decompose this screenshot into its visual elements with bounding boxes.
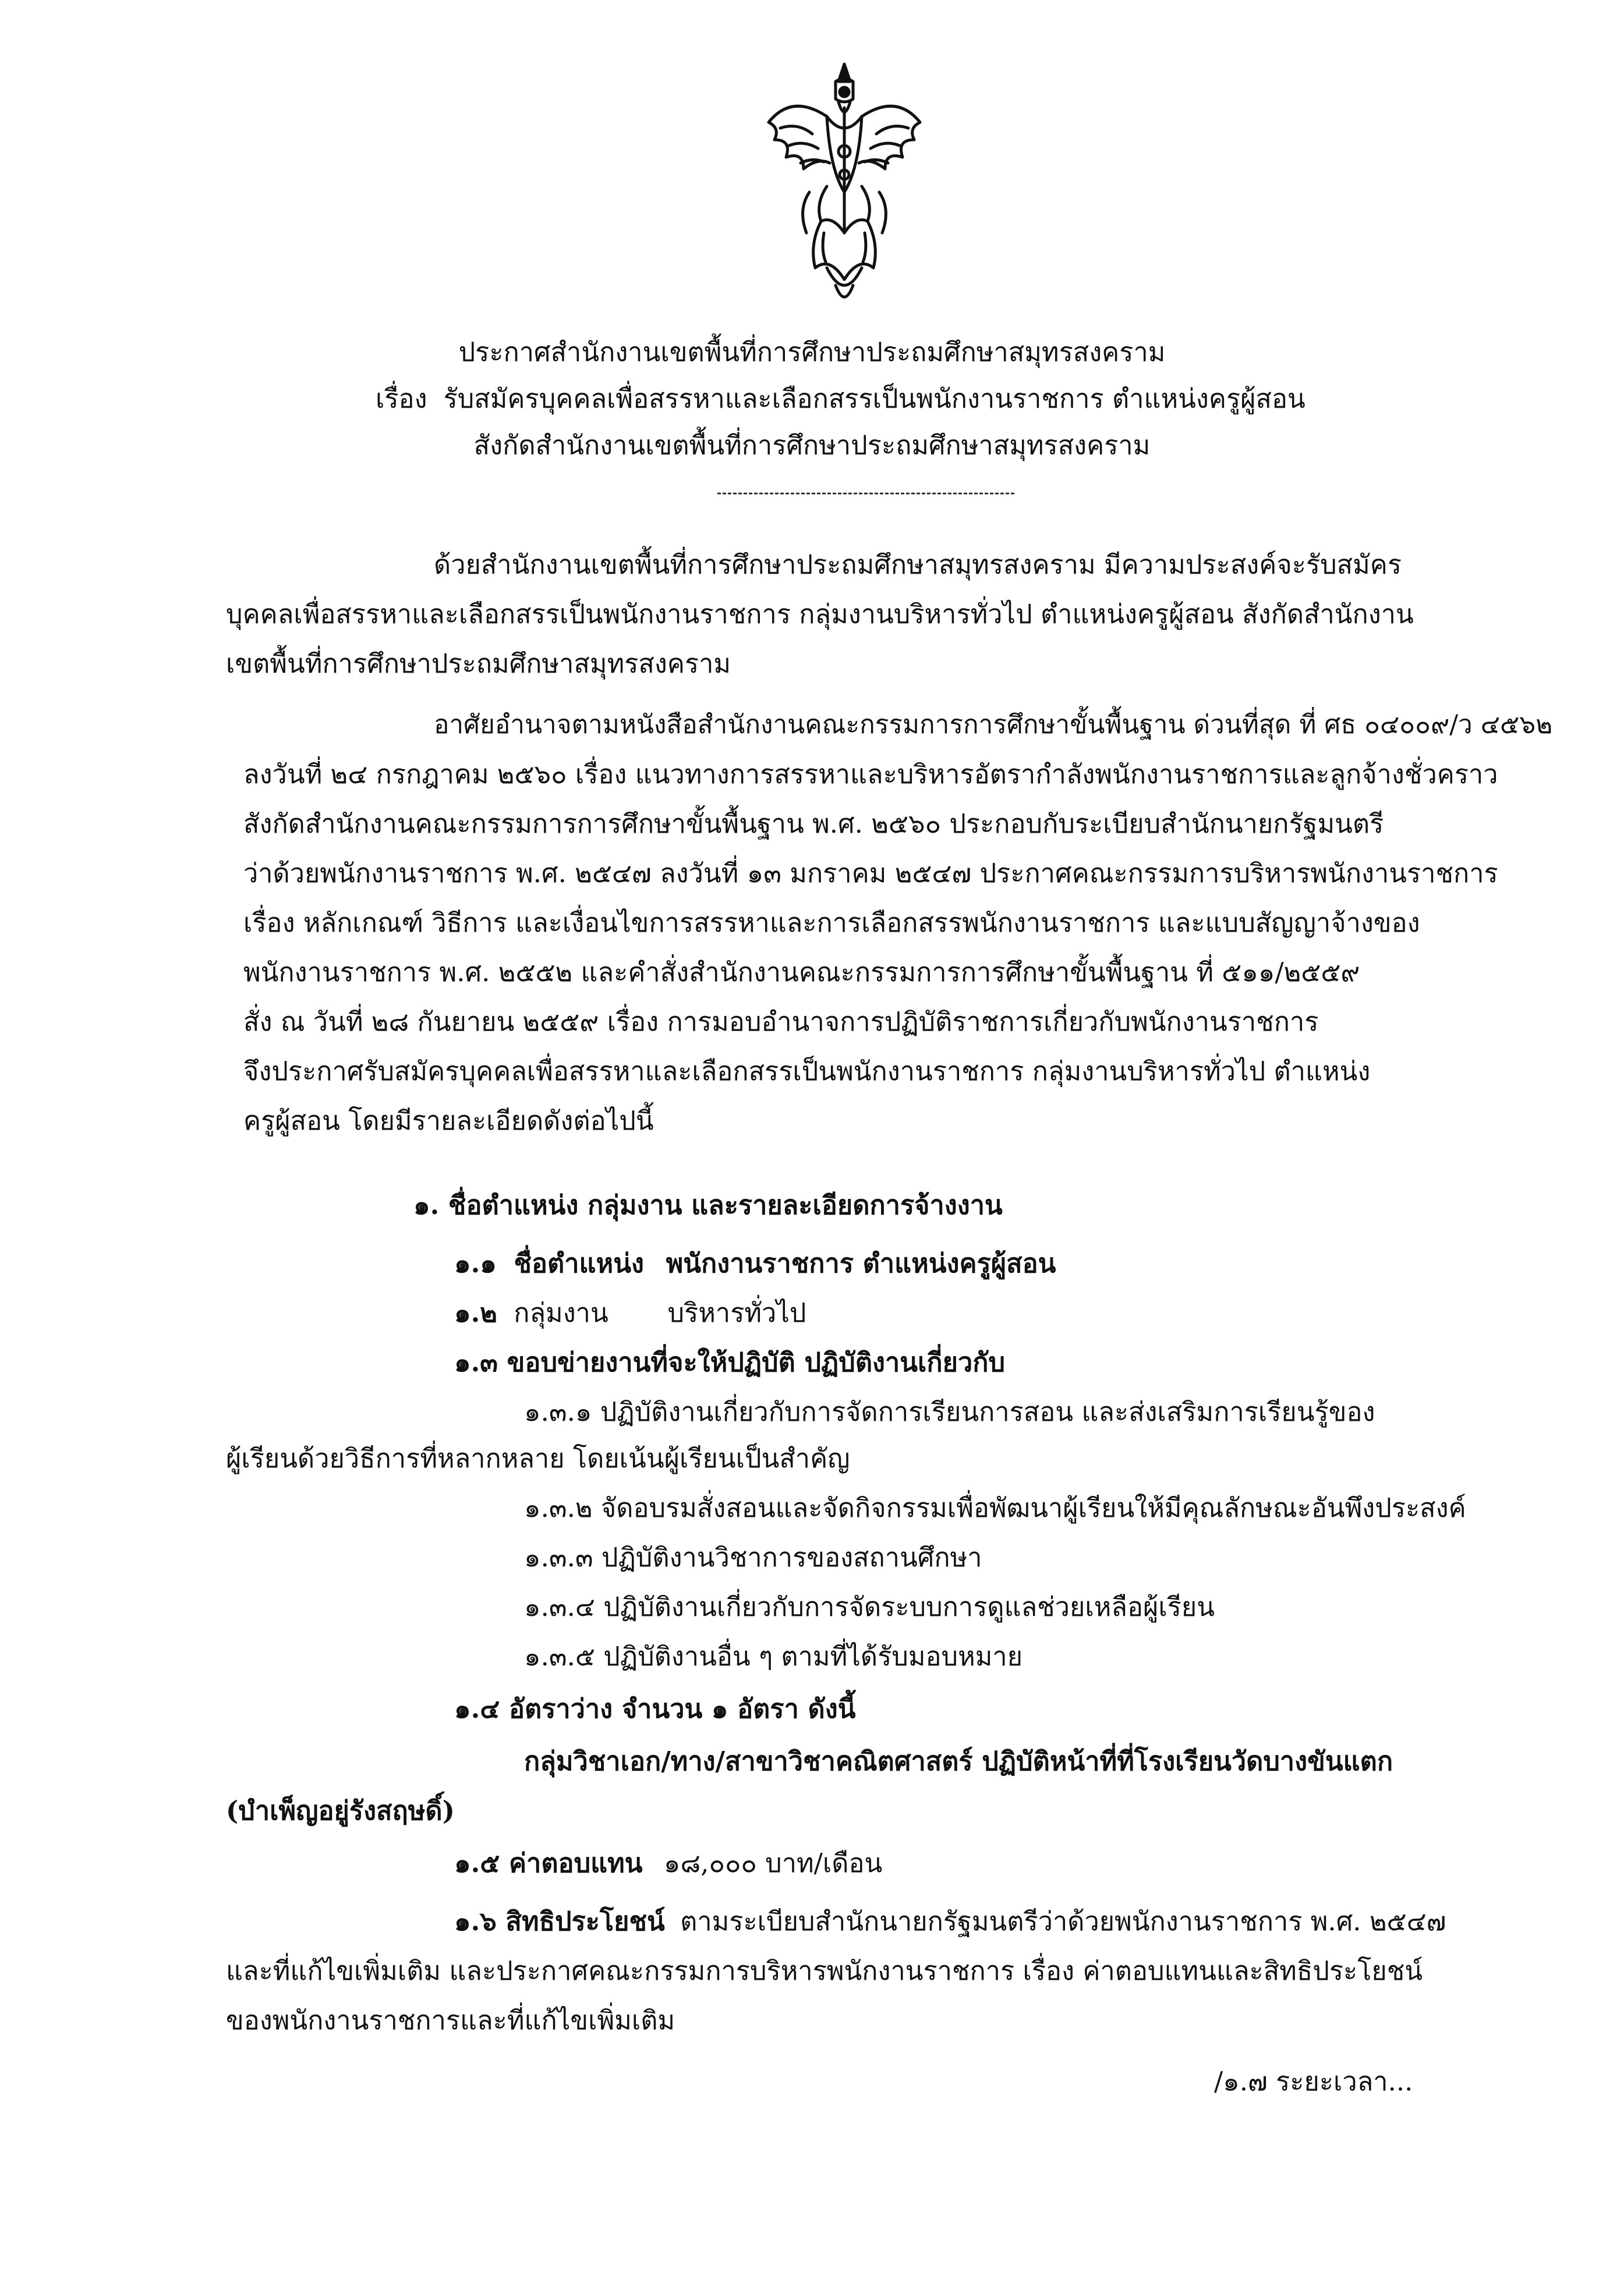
section1-5-label: ๑.๕ ค่าตอบแทน [454, 1848, 643, 1878]
section1-6-line1 [454, 1904, 1446, 1939]
section1-6-line2: และที่แก้ไขเพิ่มเติม และประกาศคณะกรรมการบริหารพนักงานราชการ เรื่อง ค่าตอบแทนและสิทธิประโยชน์ [226, 1955, 1423, 1986]
section1-3-3: ๑.๓.๓ ปฏิบัติงานวิชาการของสถานศึกษา [524, 1542, 982, 1573]
section1-heading: ๑. ชื่อตำแหน่ง กลุ่มงาน และรายละเอียดการจ้างงาน [413, 1190, 1003, 1220]
subject-label: เรื่อง [376, 383, 427, 414]
subject-line [376, 381, 1305, 416]
section1-3-5: ๑.๓.๕ ปฏิบัติงานอื่น ๆ ตามที่ได้รับมอบหมาย [524, 1641, 1023, 1672]
section1-1-label: ชื่อตำแหน่ง [514, 1248, 644, 1279]
authority-line-8: จึงประกาศรับสมัครบุคคลเพื่อสรรหาและเลือกสรรเป็นพนักงานราชการ กลุ่มงานบริหารทั่วไป ตำแหน่ง [243, 1056, 1371, 1087]
subject-affiliation: สังกัดสำนักงานเขตพื้นที่การศึกษาประถมศึกษาสมุทรสงคราม [473, 430, 1151, 461]
section1-5 [454, 1846, 882, 1881]
intro-line-3: เขตพื้นที่การศึกษาประถมศึกษาสมุทรสงคราม [226, 648, 731, 679]
continuation-note: /๑.๗ ระยะเวลา... [1214, 2066, 1413, 2097]
intro-line-2: บุคคลเพื่อสรรหาและเลือกสรรเป็นพนักงานราชการ กลุ่มงานบริหารทั่วไป ตำแหน่งครูผู้สอน สังกัดสำนักงาน [226, 599, 1414, 629]
section1-3-heading: ๑.๓ ขอบข่ายงานที่จะให้ปฏิบัติ ปฏิบัติงานเกี่ยวกับ [454, 1347, 1006, 1378]
subject-text: รับสมัครบุคคลเพื่อสรรหาและเลือกสรรเป็นพนักงานราชการ ตำแหน่งครูผู้สอน [443, 383, 1305, 414]
section1-1 [454, 1246, 1056, 1281]
garuda-emblem [757, 58, 932, 314]
authority-line-7: สั่ง ณ วันที่ ๒๘ กันยายน ๒๕๕๙ เรื่อง การมอบอำนาจการปฏิบัติราชการเกี่ยวกับพนักงานราชการ [243, 1006, 1319, 1037]
section1-6-line3: ของพนักงานราชการและที่แก้ไขเพิ่มเติม [226, 2005, 675, 2036]
authority-line-2: ลงวันที่ ๒๔ กรกฎาคม ๒๕๖๐ เรื่อง แนวทางการสรรหาและบริหารอัตรากำลังพนักงานราชการและลูกจ้างชั่วคราว [243, 759, 1498, 790]
section1-3-1-line2: ผู้เรียนด้วยวิธีการที่หลากหลาย โดยเน้นผู้เรียนเป็นสำคัญ [226, 1443, 850, 1474]
section1-5-value: ๑๘,๐๐๐ บาท/เดือน [663, 1848, 883, 1878]
authority-line-5: เรื่อง หลักเกณฑ์ วิธีการ และเงื่อนไขการสรรหาและการเลือกสรรพนักงานราชการ และแบบสัญญาจ้างของ [243, 907, 1420, 938]
section1-1-value: พนักงานราชการ ตำแหน่งครูผู้สอน [666, 1248, 1056, 1279]
authority-line-3: สังกัดสำนักงานคณะกรรมการการศึกษาขั้นพื้นฐาน พ.ศ. ๒๕๖๐ ประกอบกับระเบียบสำนักนายกรัฐมนตรี [243, 808, 1384, 839]
authority-line-4: ว่าด้วยพนักงานราชการ พ.ศ. ๒๕๔๗ ลงวันที่ ๑๓ มกราคม ๒๕๔๗ ประกาศคณะกรรมการบริหารพนักงานราชการ [243, 858, 1498, 889]
section1-2-label: กลุ่มงาน [514, 1297, 608, 1328]
announcement-title: ประกาศสำนักงานเขตพื้นที่การศึกษาประถมศึกษาสมุทรสงคราม [458, 337, 1166, 367]
section1-4-heading: ๑.๔ อัตราว่าง จำนวน ๑ อัตรา ดังนี้ [454, 1693, 856, 1724]
section1-2-value: บริหารทั่วไป [667, 1297, 806, 1328]
authority-line-9: ครูผู้สอน โดยมีรายละเอียดดังต่อไปนี้ [243, 1105, 654, 1136]
authority-line-1: อาศัยอำนาจตามหนังสือสำนักงานคณะกรรมการการศึกษาขั้นพื้นฐาน ด่วนที่สุด ที่ ศธ ๐๔๐๐๙/ว ๔๕๖๒ [434, 710, 1553, 740]
section1-2 [454, 1296, 806, 1331]
intro-line-1: ด้วยสำนักงานเขตพื้นที่การศึกษาประถมศึกษาสมุทรสงคราม มีความประสงค์จะรับสมัคร [434, 549, 1402, 580]
section1-3-4: ๑.๓.๔ ปฏิบัติงานเกี่ยวกับการจัดระบบการดูแลช่วยเหลือผู้เรียน [524, 1591, 1215, 1622]
section1-3-1-line1: ๑.๓.๑ ปฏิบัติงานเกี่ยวกับการจัดการเรียนการสอน และส่งเสริมการเรียนรู้ของ [524, 1396, 1375, 1427]
section1-6-text: ตามระเบียบสำนักนายกรัฐมนตรีว่าด้วยพนักงานราชการ พ.ศ. ๒๕๔๗ [680, 1906, 1446, 1937]
section1-3-2: ๑.๓.๒ จัดอบรมสั่งสอนและจัดกิจกรรมเพื่อพัฒนาผู้เรียนให้มีคุณลักษณะอันพึงประสงค์ [524, 1492, 1466, 1523]
header-separator [717, 493, 1014, 494]
section1-2-num: ๑.๒ [454, 1297, 497, 1328]
authority-line-6: พนักงานราชการ พ.ศ. ๒๕๕๒ และคำสั่งสำนักงานคณะกรรมการการศึกษาขั้นพื้นฐาน ที่ ๕๑๑/๒๕๕๙ [243, 957, 1360, 988]
section1-1-num: ๑.๑ [454, 1248, 497, 1279]
section1-4-line1: กลุ่มวิชาเอก/ทาง/สาขาวิชาคณิตศาสตร์ ปฏิบัติหน้าที่ที่โรงเรียนวัดบางขันแตก [524, 1746, 1393, 1777]
section1-4-line2: (บำเพ็ญอยู่รังสฤษดิ์) [226, 1795, 455, 1826]
section1-6-label: ๑.๖ สิทธิประโยชน์ [454, 1906, 665, 1937]
